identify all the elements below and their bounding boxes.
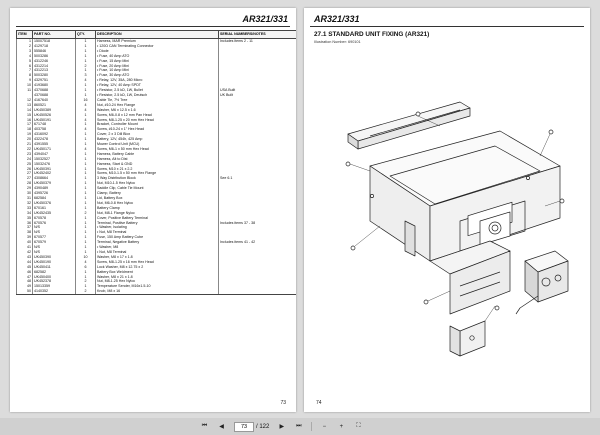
part-no-cell: 403758	[33, 127, 76, 132]
page-header-right: AR321/331	[314, 14, 360, 24]
item-cell: 17	[17, 122, 33, 127]
item-cell: 38	[17, 230, 33, 235]
part-no-cell: 682582	[33, 270, 76, 275]
item-cell: 45	[17, 265, 33, 270]
description-cell: Lock Washer, M8 x 12.75 x 2	[96, 265, 219, 270]
part-no-cell: 15032476	[33, 162, 76, 167]
part-no-cell: 670161	[33, 206, 76, 211]
part-no-cell: 15007518	[33, 39, 76, 44]
part-no-cell: 4316092	[33, 132, 76, 137]
fullscreen-icon[interactable]: ⛶	[356, 423, 361, 429]
qty-cell: 1	[76, 191, 96, 196]
part-no-cell: 670577	[33, 235, 76, 240]
part-no-cell: UK450190	[33, 260, 76, 265]
description-cell: Screw, M10-1.5 x 50 mm Hex Flange	[96, 171, 219, 176]
notes-cell: Includes items 37 - 38	[219, 221, 297, 226]
item-cell: 29	[17, 186, 33, 191]
item-cell: 31	[17, 196, 33, 201]
section-title: 27.1 STANDARD UNIT FIXING (AR321)	[314, 31, 430, 38]
part-no-cell: 670579	[33, 240, 76, 245]
description-cell: Battery, 12V, 454h, 425 Amp	[96, 137, 219, 142]
qty-cell: 1	[76, 68, 96, 73]
qty-cell: 1	[76, 201, 96, 206]
qty-cell: 1	[76, 152, 96, 157]
qty-cell: 1	[76, 132, 96, 137]
page-header-left: AR321/331	[242, 14, 288, 24]
description-cell: Battery Clamp	[96, 206, 219, 211]
zoom-out-icon[interactable]: −	[322, 423, 327, 430]
item-cell: 48	[17, 279, 33, 284]
qty-cell: 1	[76, 142, 96, 147]
description-cell: Nut, M8-1.25 Hex Nyloc	[96, 279, 219, 284]
item-cell: 36	[17, 221, 33, 226]
description-cell: Screw, M10 x 21 x 2.2	[96, 167, 219, 172]
part-no-cell: UK452378	[33, 279, 76, 284]
qty-cell: 1	[76, 59, 96, 64]
part-no-cell: 4312246	[33, 59, 76, 64]
part-no-cell: UK450389	[33, 108, 76, 113]
col-header-serial-notes: SERIAL NUMBERS/NOTES	[219, 31, 297, 39]
part-no-cell: 671748	[33, 122, 76, 127]
description-cell: • 120Ω CAN Terminating Connector	[96, 44, 219, 49]
qty-cell: 1	[76, 284, 96, 289]
item-cell: 25	[17, 162, 33, 167]
description-cell: • Washer, Isolating	[96, 225, 219, 230]
description-cell: • Diode	[96, 49, 219, 54]
part-no-cell: 4312213	[33, 68, 76, 73]
item-cell: 27	[17, 171, 33, 176]
qty-cell: 1	[76, 39, 96, 44]
part-no-cell: UK450400	[33, 275, 76, 280]
qty-cell: 1	[76, 250, 96, 255]
current-page-input[interactable]	[234, 422, 254, 432]
qty-cell: 4	[76, 108, 96, 113]
description-cell: Screw, M8-1.25 x 20 mm Hex Head	[96, 118, 219, 123]
part-no-cell: 4390489	[33, 186, 76, 191]
header-rule	[310, 26, 584, 27]
notes-cell	[219, 289, 297, 294]
description-cell: • Relay, 12V, 40 Amp SPDT	[96, 83, 219, 88]
qty-cell: 4	[76, 118, 96, 123]
part-no-cell: UK450379	[33, 181, 76, 186]
description-cell: Cover, 2 x 3 Dill Blox	[96, 132, 219, 137]
part-no-cell: UK450390	[33, 255, 76, 260]
qty-cell: 1	[76, 216, 96, 221]
description-cell: Terminal, Positive Battery	[96, 221, 219, 226]
first-page-icon[interactable]: ⏮	[201, 423, 208, 429]
item-cell: 11	[17, 88, 33, 93]
qty-cell: 6	[76, 265, 96, 270]
notes-cell: UK Built	[219, 93, 297, 98]
qty-cell: 2	[76, 289, 96, 294]
item-cell: 41	[17, 245, 33, 250]
description-cell: • Fuse, 40 Amp ATO	[96, 54, 219, 59]
description-cell: Mower Control Unit (MCU)	[96, 142, 219, 147]
item-cell: 8	[17, 73, 33, 78]
description-cell: Harness, MAR Premium	[96, 39, 219, 44]
description-cell: Screw, M8-1.25 x 16 mm Hex Head	[96, 260, 219, 265]
item-cell: 3	[17, 49, 33, 54]
part-no-cell: 682584	[33, 196, 76, 201]
part-no-cell: 4370688	[33, 88, 76, 93]
item-cell: 50	[17, 289, 33, 294]
item-cell: 49	[17, 284, 33, 289]
qty-cell: 1	[76, 167, 96, 172]
item-cell: 30	[17, 191, 33, 196]
qty-cell: 1	[76, 235, 96, 240]
part-no-cell: 4308664	[33, 176, 76, 181]
viewer-toolbar	[0, 418, 600, 435]
description-cell: • Resistor, 2.5 kΩ, 1W, Deutsch	[96, 93, 219, 98]
description-cell: Harness, Battery Cable	[96, 152, 219, 157]
qty-cell: 1	[76, 157, 96, 162]
part-no-cell: 860521	[33, 103, 76, 108]
notes-cell: Includes items 41 - 42	[219, 240, 297, 245]
col-header-description: DESCRIPTION	[96, 31, 219, 39]
part-no-cell: 15013359	[33, 284, 76, 289]
part-no-cell: UK450191	[33, 118, 76, 123]
qty-cell: 1	[76, 270, 96, 275]
item-cell: 15	[17, 113, 33, 118]
part-no-cell: UK452435	[33, 211, 76, 216]
item-cell: 34	[17, 211, 33, 216]
item-cell: 27	[17, 176, 33, 181]
description-cell: • Washer, M8	[96, 245, 219, 250]
controller-assembly	[516, 251, 568, 314]
description-cell: • Nut, M8 Terminal	[96, 230, 219, 235]
part-no-cell: UK452402	[33, 171, 76, 176]
item-cell: 20	[17, 137, 33, 142]
qty-cell: 1	[76, 240, 96, 245]
part-no-cell: N/S	[33, 250, 76, 255]
item-cell: 42	[17, 250, 33, 255]
qty-cell: 4	[76, 147, 96, 152]
item-cell: 10	[17, 83, 33, 88]
item-cell: 35	[17, 216, 33, 221]
description-cell: Washer, M8 x 17 x 1.8	[96, 255, 219, 260]
item-cell: 1	[17, 39, 33, 44]
description-cell: Bracket, Controller Mount	[96, 122, 219, 127]
description-cell: Clamp, Battery	[96, 191, 219, 196]
qty-cell: 1	[76, 113, 96, 118]
description-cell: Cable Tie, 7½ Tree	[96, 98, 219, 103]
part-no-cell: 4140352	[33, 289, 76, 294]
qty-cell: 1	[76, 83, 96, 88]
item-cell: 39	[17, 235, 33, 240]
item-cell: 6	[17, 64, 33, 69]
illustration-number: Illustration Number: 690101	[314, 40, 361, 44]
part-no-cell: 555846	[33, 49, 76, 54]
page-count: / 122	[256, 423, 270, 430]
qty-cell: 4	[76, 103, 96, 108]
col-header-item: ITEM	[17, 31, 33, 39]
part-no-cell: UK450391	[33, 167, 76, 172]
description-cell: Cover, Positive Battery Terminal	[96, 216, 219, 221]
item-cell: 9	[17, 78, 33, 83]
page-number-left: 73	[280, 400, 286, 406]
item-cell: 28	[17, 181, 33, 186]
item-cell: 19	[17, 132, 33, 137]
qty-cell: 1	[76, 54, 96, 59]
part-no-cell: 4391555	[33, 142, 76, 147]
parts-table	[16, 30, 296, 295]
description-cell: • Fuse, 10 Amp Mini	[96, 68, 219, 73]
part-no-cell: 15032527	[33, 157, 76, 162]
qty-cell: 2	[76, 279, 96, 284]
qty-cell: 1	[76, 162, 96, 167]
qty-cell: 2	[76, 64, 96, 69]
description-cell: Saddle Clip, Cable Tie Mount	[96, 186, 219, 191]
qty-cell: 1	[76, 88, 96, 93]
part-no-cell: 4312214	[33, 64, 76, 69]
qty-cell: 1	[76, 176, 96, 181]
description-cell: • Nut, M8 Terminal	[96, 250, 219, 255]
exploded-parts-diagram	[310, 46, 584, 386]
description-cell: • Fuse, 15 Amp Mini	[96, 59, 219, 64]
item-cell: 40	[17, 240, 33, 245]
qty-cell: 1	[76, 206, 96, 211]
qty-cell: 1	[76, 221, 96, 226]
page-number-right: 74	[316, 400, 322, 406]
description-cell: Fuse, 150 Amp Battery Cube	[96, 235, 219, 240]
item-cell: 37	[17, 225, 33, 230]
qty-cell: 4	[76, 78, 96, 83]
qty-cell: 1	[76, 181, 96, 186]
qty-cell: 4	[76, 260, 96, 265]
description-cell: Washer, M8 x 21 x 1.8	[96, 275, 219, 280]
part-no-cell: N/S	[33, 225, 76, 230]
description-cell: Washer, M6 x 12.5 x 1.6	[96, 108, 219, 113]
part-no-cell: 4129718	[33, 44, 76, 49]
item-cell: 18	[17, 127, 33, 132]
qty-cell: 1	[76, 137, 96, 142]
part-no-cell: 4322478	[33, 137, 76, 142]
item-cell: 5	[17, 59, 33, 64]
next-page-icon[interactable]: ▶	[279, 424, 285, 430]
toolbar-divider	[311, 422, 312, 431]
description-cell: Harness, Alt to Dist	[96, 157, 219, 162]
col-header-part-no: PART NO.	[33, 31, 76, 39]
last-page-icon[interactable]: ⏭	[296, 423, 302, 429]
description-cell: Screw, M6-0.8 x 12 mm Pan Head	[96, 113, 219, 118]
item-cell: 46	[17, 270, 33, 275]
item-cell: 47	[17, 275, 33, 280]
zoom-in-icon[interactable]: +	[339, 423, 344, 430]
description-cell: Temperature Sender, M16x1.5-10	[96, 284, 219, 289]
qty-cell: 1	[76, 44, 96, 49]
page-indicator	[234, 422, 269, 432]
item-cell: 13	[17, 103, 33, 108]
description-cell: • Fuse, 20 Amp Mini	[96, 64, 219, 69]
item-cell: 21	[17, 142, 33, 147]
item-cell: 7	[17, 68, 33, 73]
item-cell: 32	[17, 201, 33, 206]
part-no-cell: 4395726	[33, 191, 76, 196]
qty-cell: 10	[76, 255, 96, 260]
qty-cell: 1	[76, 245, 96, 250]
part-no-cell: N/S	[33, 245, 76, 250]
item-cell: 44	[17, 260, 33, 265]
header-rule	[16, 26, 290, 27]
part-no-cell: 5003286	[33, 54, 76, 59]
description-cell: Nut, M6-0.8 Hex Nyloc	[96, 201, 219, 206]
description-cell: Screw, #10-24 x 1" Hex Head	[96, 127, 219, 132]
description-cell: Nut, #10-24 Hex Flange	[96, 103, 219, 108]
left-page	[10, 8, 296, 412]
qty-cell: 16	[76, 98, 96, 103]
part-no-cell: UK450411	[33, 265, 76, 270]
part-no-cell: UK450526	[33, 113, 76, 118]
description-cell: Nut, M8-1 Flange Nyloc	[96, 211, 219, 216]
description-cell: Knob, M8 x 16	[96, 289, 219, 294]
description-cell: Battery Box Weldment	[96, 270, 219, 275]
item-cell: 4	[17, 54, 33, 59]
part-no-cell: 4370688	[33, 93, 76, 98]
description-cell: • Relay, 12V, 35A, 280 Micro	[96, 78, 219, 83]
qty-cell: 1	[76, 171, 96, 176]
qty-cell: 1	[76, 230, 96, 235]
qty-cell: 1	[76, 49, 96, 54]
part-no-cell: 4193680	[33, 83, 76, 88]
part-no-cell: UK450376	[33, 201, 76, 206]
description-cell: 3 Way Distribution Block	[96, 176, 219, 181]
qty-cell: 1	[76, 93, 96, 98]
notes-cell: USA Built	[219, 88, 297, 93]
qty-cell: 1	[76, 196, 96, 201]
item-cell: 24	[17, 157, 33, 162]
item-cell: 12	[17, 98, 33, 103]
description-cell: Harness, Start & GND	[96, 162, 219, 167]
qty-cell: 3	[76, 73, 96, 78]
table-row	[17, 289, 297, 294]
qty-cell: 1	[76, 186, 96, 191]
item-cell: 16	[17, 118, 33, 123]
part-no-cell: UK450171	[33, 147, 76, 152]
description-cell: • Fuse, 30 Amp ATO	[96, 73, 219, 78]
right-page	[304, 8, 590, 412]
prev-page-icon[interactable]: ◀	[219, 424, 224, 430]
battery-bracket	[450, 321, 485, 356]
part-no-cell: 4167640	[33, 98, 76, 103]
qty-cell: 1	[76, 122, 96, 127]
description-cell: Terminal, Negative Battery	[96, 240, 219, 245]
qty-cell: 2	[76, 211, 96, 216]
part-no-cell: N/S	[33, 230, 76, 235]
item-cell: 2	[17, 44, 33, 49]
description-cell: • Resistor, 2.5 kΩ, 1W, Bullet	[96, 88, 219, 93]
item-cell: 33	[17, 206, 33, 211]
part-no-cell: 4394047	[33, 152, 76, 157]
item-cell: 22	[17, 147, 33, 152]
cross-bar	[348, 102, 470, 149]
item-cell: 14	[17, 108, 33, 113]
item-cell: 23	[17, 152, 33, 157]
item-cell: 26	[17, 167, 33, 172]
item-cell: 43	[17, 255, 33, 260]
qty-cell: 1	[76, 275, 96, 280]
main-frame	[370, 131, 560, 261]
description-cell: Screw, M6-1 x 50 mm Hex Head	[96, 147, 219, 152]
part-no-cell: 670576	[33, 221, 76, 226]
description-cell: Nut, M10-1.5 Hex Nyloc	[96, 181, 219, 186]
part-no-cell: 5003280	[33, 73, 76, 78]
qty-cell: 1	[76, 225, 96, 230]
notes-cell: Includes items 2 - 11	[219, 39, 297, 44]
qty-cell: 4	[76, 127, 96, 132]
notes-cell: See 6.1	[219, 176, 297, 181]
part-no-cell: 4329751	[33, 78, 76, 83]
part-no-cell: 670578	[33, 216, 76, 221]
col-header-qty: QTY.	[76, 31, 96, 39]
parts-table-header	[17, 31, 297, 39]
description-cell: Lid, Battery Box	[96, 196, 219, 201]
